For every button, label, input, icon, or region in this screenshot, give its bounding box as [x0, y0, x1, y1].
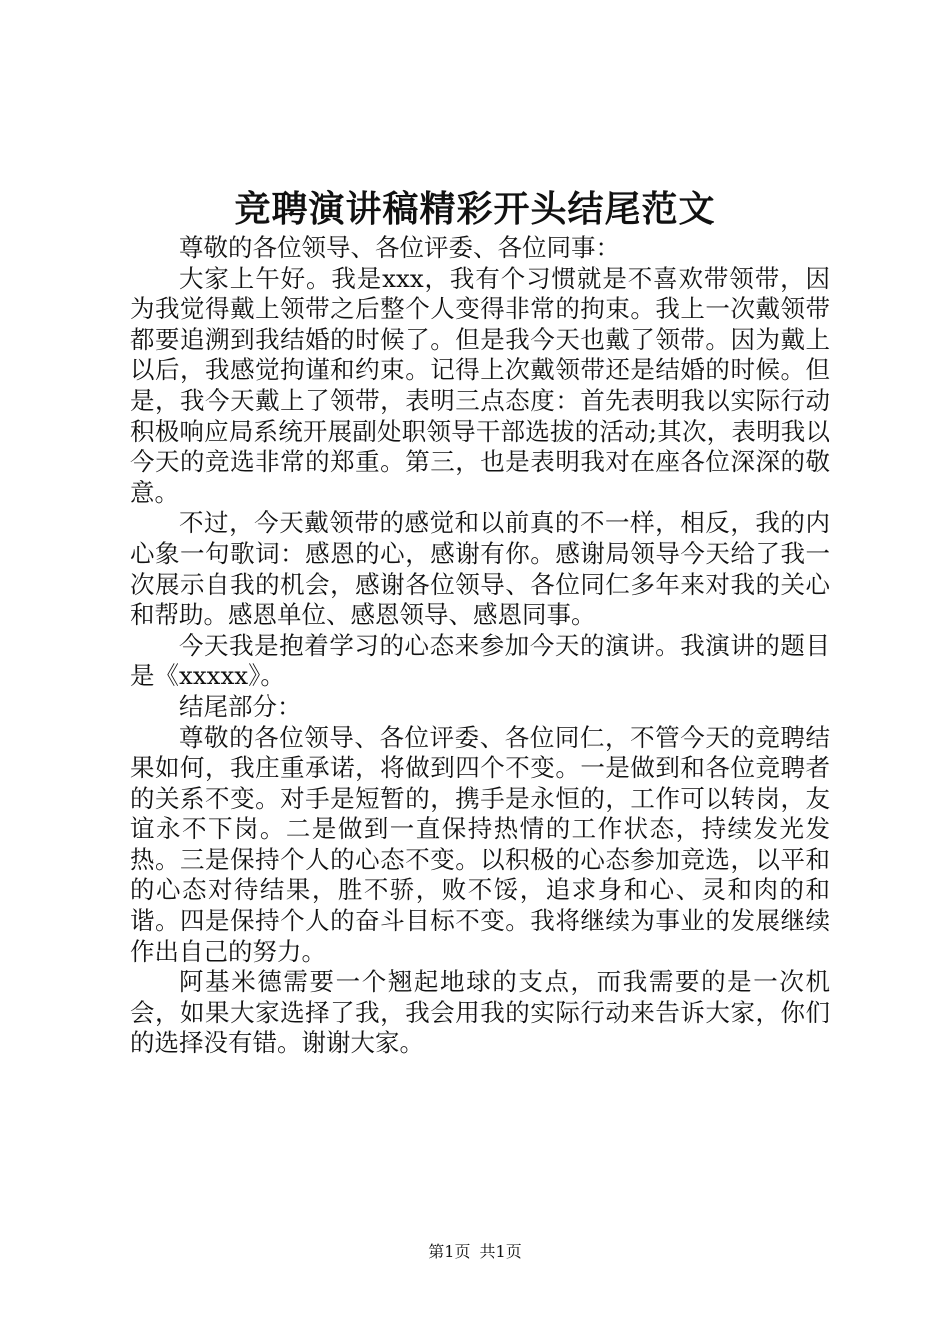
paragraph-ending: 尊敬的各位领导、各位评委、各位同仁，不管今天的竞聘结果如何，我庄重承诺，将做到四个不变。一是做到和各位竞聘者的关系不变。对手是短暂的，携手是永恒的，工作可以转岗，友谊永不下岗。二是做到一直保持热情的工作状态，持续发光发热。三是保持个人的心态不变。以积极的心态参加竞选，以平和的心态对待结果，胜不骄，败不馁，追求身和心、灵和肉的和谐。四是保持个人的奋斗目标不变。我将继续为事业的发展继续作出自己的努力。 [130, 722, 830, 966]
paragraph-closing: 阿基米德需要一个翘起地球的支点，而我需要的是一次机会，如果大家选择了我，我会用我的实际行动来告诉大家，你们的选择没有错。谢谢大家。 [130, 967, 830, 1058]
paragraph-salutation: 尊敬的各位领导、各位评委、各位同事： [179, 233, 620, 262]
page-footer: 第1页 共1页 [428, 1242, 522, 1261]
document-title: 竞聘演讲稿精彩开头结尾范文 [234, 188, 716, 230]
paragraph-topic: 今天我是抱着学习的心态来参加今天的演讲。我演讲的题目是《xxxxx》。 [130, 630, 830, 691]
paragraph-opening: 大家上午好。我是xxx，我有个习惯就是不喜欢带领带，因为我觉得戴上领带之后整个人变得非常的拘束。我上一次戴领带都要追溯到我结婚的时候了。但是我今天也戴了领带。因为戴上以后，我感觉拘谨和约束。记得上次戴领带还是结婚的时候。但是，我今天戴上了领带，表明三点态度：首先表明我以实际行动积极响应局系统开展副处职领导干部选拔的活动;其次，表明我以今天的竞选非常的郑重。第三，也是表明我对在座各位深深的敬意。 [130, 263, 830, 507]
document-body [130, 233, 830, 1059]
paragraph-gratitude: 不过，今天戴领带的感觉和以前真的不一样，相反，我的内心象一句歌词：感恩的心，感谢有你。感谢局领导今天给了我一次展示自我的机会，感谢各位领导、各位同仁多年来对我的关心和帮助。感恩单位、感恩领导、感恩同事。 [130, 508, 830, 630]
paragraph-ending-heading: 结尾部分： [179, 691, 302, 721]
